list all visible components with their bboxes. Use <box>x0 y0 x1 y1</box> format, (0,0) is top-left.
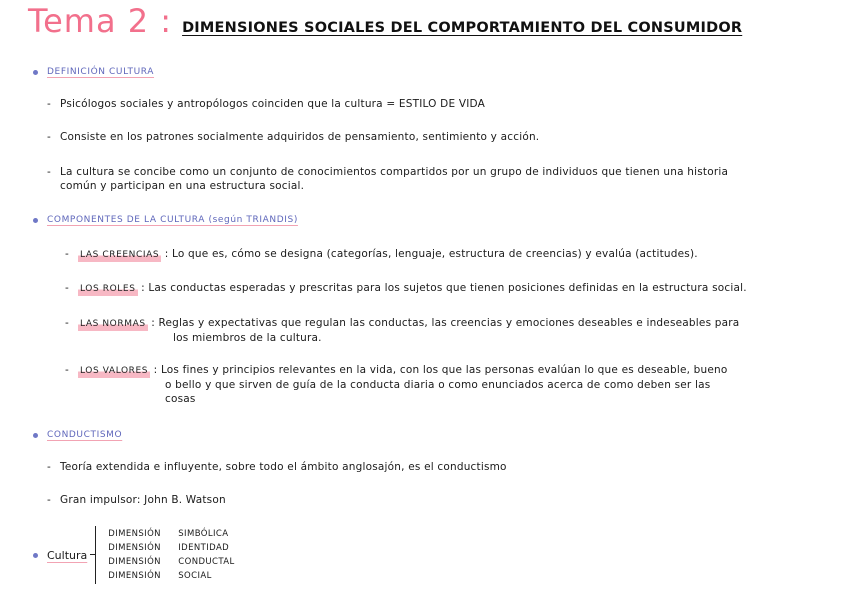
section-conductismo-heading <box>33 430 122 440</box>
dimension-row: DIMENSIÓN SOCIAL <box>108 570 212 581</box>
bullet-dot-icon <box>33 553 38 558</box>
term-highlight: LOS VALORES <box>80 366 149 376</box>
componente-creencias: - LAS CREENCIAS : Lo que es, cómo se designa (categorías, lenguaje, estructura de creencias) y evalúa (actitudes). <box>65 248 698 260</box>
section-label: COMPONENTES DE LA CULTURA (según TRIANDIS) <box>47 215 298 225</box>
bullet-dot-icon <box>33 218 38 223</box>
conductismo-item-2: - Gran impulsor: John B. Watson <box>47 494 226 506</box>
brace-icon <box>95 526 102 584</box>
componente-normas: - LAS NORMAS : Reglas y expectativas que regulan las conductas, las creencias y emociones deseables e indeseables para los miembros de la cultura. <box>65 317 740 344</box>
bullet-dot-icon <box>33 433 38 438</box>
definicion-item-3: - La cultura se concibe como un conjunto de conocimientos compartidos por un grupo de individuos que tienen una historia común y participan en una estructura social. <box>47 166 729 192</box>
conductismo-item-1: - Teoría extendida e influyente, sobre todo el ámbito anglosajón, es el conductismo <box>47 461 507 473</box>
cultura-label: Cultura <box>47 548 88 562</box>
term-highlight: LOS ROLES <box>80 284 136 294</box>
term-highlight: LAS NORMAS <box>80 319 146 329</box>
componente-valores: - LOS VALORES : Los fines y principios relevantes en la vida, con los que las personas evalúan lo que es deseable, bueno o bello y que sirven de guía de la conducta diaria o como enunciados acerca de como deben ser las cosas <box>65 364 728 405</box>
dimension-row: DIMENSIÓN CONDUCTAL <box>108 556 235 567</box>
bullet-dot-icon <box>33 70 38 75</box>
page-header <box>28 2 742 40</box>
dimension-list <box>108 528 234 583</box>
section-definicion-heading <box>33 67 154 77</box>
componente-roles: - LOS ROLES : Las conductas esperadas y prescritas para los sujetos que tienen posiciones definidas en la estructura social. <box>65 282 747 294</box>
dimension-row: DIMENSIÓN IDENTIDAD <box>108 542 230 553</box>
page-subtitle: DIMENSIONES SOCIALES DEL COMPORTAMIENTO DEL CONSUMIDOR <box>182 20 743 36</box>
dimension-row: DIMENSIÓN SIMBÓLICA <box>108 528 229 539</box>
section-label: CONDUCTISMO <box>47 430 123 440</box>
page-title: Tema 2 : <box>28 2 173 40</box>
cultura-dimensions <box>33 526 235 584</box>
term-highlight: LAS CREENCIAS <box>80 250 160 260</box>
definicion-item-2: - Consiste en los patrones socialmente adquiridos de pensamiento, sentimiento y acción. <box>47 131 540 143</box>
section-componentes-heading <box>33 215 298 225</box>
section-label: DEFINICIÓN CULTURA <box>47 67 155 77</box>
definicion-item-1: - Psicólogos sociales y antropólogos coinciden que la cultura = ESTILO DE VIDA <box>47 98 486 110</box>
